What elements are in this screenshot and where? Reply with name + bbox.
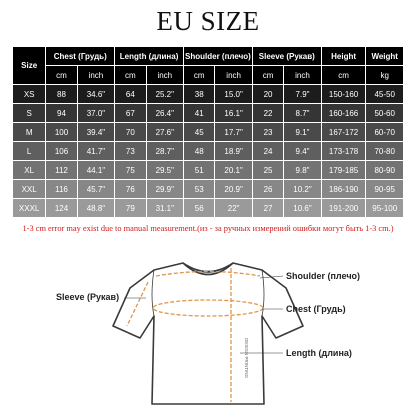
table-row [13, 142, 403, 160]
size-column-header: Size [13, 47, 45, 84]
table-cell: 45.7" [78, 180, 114, 198]
table-cell: 106 [46, 142, 76, 160]
table-cell: 51 [184, 161, 214, 179]
table-cell: 25.2" [147, 85, 183, 103]
table-cell: 9.4" [284, 142, 320, 160]
size-cell: XXL [13, 180, 45, 198]
table-cell: 22 [253, 104, 283, 122]
chest-header: Chest (Грудь) [46, 47, 114, 65]
table-cell: 112 [46, 161, 76, 179]
table-cell: 10.6" [284, 199, 320, 217]
table-cell: 173-178 [322, 142, 366, 160]
table-cell: 53 [184, 180, 214, 198]
size-cell: XS [13, 85, 45, 103]
table-cell: 45 [184, 123, 214, 141]
table-cell: 16.1" [215, 104, 251, 122]
table-cell: 179-185 [322, 161, 366, 179]
measurement-note: 1-3 cm error may exist due to manual measurement.(из - за ручных измерений ошибки могут быть 1-3 cm.) [22, 224, 394, 233]
table-cell: 41.7" [78, 142, 114, 160]
table-cell: 7.9" [284, 85, 320, 103]
length-header: Length (длина) [115, 47, 183, 65]
unit-label: cm [46, 66, 76, 84]
table-cell: 44.1" [78, 161, 114, 179]
table-cell: 29.9" [147, 180, 183, 198]
sleeve-header: Sleeve (Рукав) [253, 47, 321, 65]
table-row [13, 161, 403, 179]
shoulder-label: Shoulder (плечо) [286, 271, 361, 281]
table-cell: 100 [46, 123, 76, 141]
weight-header: Weight [366, 47, 403, 65]
table-cell: 45-50 [366, 85, 403, 103]
unit-label: kg [366, 66, 403, 84]
size-cell: XL [13, 161, 45, 179]
size-cell: S [13, 104, 45, 122]
table-cell: 31.1" [147, 199, 183, 217]
table-cell: 8.7" [284, 104, 320, 122]
table-cell: 17.7" [215, 123, 251, 141]
table-cell: 20 [253, 85, 283, 103]
table-cell: 23 [253, 123, 283, 141]
table-cell: 56 [184, 199, 214, 217]
table-row [13, 104, 403, 122]
table-cell: 48.8" [78, 199, 114, 217]
table-cell: 15.0" [215, 85, 251, 103]
chest-label: Chest (Грудь) [286, 304, 346, 314]
table-cell: 20.1" [215, 161, 251, 179]
table-cell: 116 [46, 180, 76, 198]
unit-label: inch [284, 66, 320, 84]
table-cell: 18.9" [215, 142, 251, 160]
table-row [13, 85, 403, 103]
table-cell: 167-172 [322, 123, 366, 141]
table-cell: 94 [46, 104, 76, 122]
table-cell: 64 [115, 85, 145, 103]
size-cell: M [13, 123, 45, 141]
table-cell: 50-60 [366, 104, 403, 122]
size-cell: L [13, 142, 45, 160]
tshirt-outline [113, 263, 303, 404]
table-cell: 70-80 [366, 142, 403, 160]
table-cell: 26 [253, 180, 283, 198]
table-cell: 67 [115, 104, 145, 122]
table-cell: 29.5" [147, 161, 183, 179]
unit-label: inch [78, 66, 114, 84]
size-chart-table [12, 46, 404, 218]
table-cell: 10.2" [284, 180, 320, 198]
table-cell: 37.0" [78, 104, 114, 122]
table-cell: 27 [253, 199, 283, 217]
length-label: Length (длина) [286, 348, 352, 358]
shoulder-header: Shoulder (плечо) [184, 47, 252, 65]
table-cell: 73 [115, 142, 145, 160]
table-cell: 80-90 [366, 161, 403, 179]
table-cell: 39.4" [78, 123, 114, 141]
page-title: EU SIZE [156, 6, 260, 36]
table-cell: 28.7" [147, 142, 183, 160]
table-cell: 60-70 [366, 123, 403, 141]
table-cell: 75 [115, 161, 145, 179]
table-cell: 26.4" [147, 104, 183, 122]
unit-label: cm [253, 66, 283, 84]
table-cell: 79 [115, 199, 145, 217]
table-cell: 22" [215, 199, 251, 217]
table-cell: 41 [184, 104, 214, 122]
table-cell: 38 [184, 85, 214, 103]
table-cell: 124 [46, 199, 76, 217]
table-cell: 9.1" [284, 123, 320, 141]
table-row [13, 199, 403, 217]
size-cell: XXXL [13, 199, 45, 217]
table-cell: 9.8" [284, 161, 320, 179]
height-header: Height [322, 47, 366, 65]
table-row [13, 123, 403, 141]
table-cell: 70 [115, 123, 145, 141]
table-cell: 48 [184, 142, 214, 160]
table-row [13, 180, 403, 198]
table-cell: 90-95 [366, 180, 403, 198]
table-cell: 95-100 [366, 199, 403, 217]
unit-label: inch [147, 66, 183, 84]
table-cell: 20.9" [215, 180, 251, 198]
table-cell: 160-166 [322, 104, 366, 122]
table-cell: 34.6" [78, 85, 114, 103]
unit-label: cm [322, 66, 366, 84]
table-cell: 24 [253, 142, 283, 160]
table-cell: 88 [46, 85, 76, 103]
table-cell: 150-160 [322, 85, 366, 103]
table-cell: 191-200 [322, 199, 366, 217]
table-cell: 76 [115, 180, 145, 198]
unit-label: inch [215, 66, 251, 84]
sleeve-label: Sleeve (Рукав) [56, 292, 120, 302]
unit-label: cm [115, 66, 145, 84]
unit-label: cm [184, 66, 214, 84]
table-cell: 25 [253, 161, 283, 179]
tshirt-tag-text: DESIGN PRINTING [244, 338, 249, 379]
table-cell: 27.6" [147, 123, 183, 141]
table-cell: 186-190 [322, 180, 366, 198]
